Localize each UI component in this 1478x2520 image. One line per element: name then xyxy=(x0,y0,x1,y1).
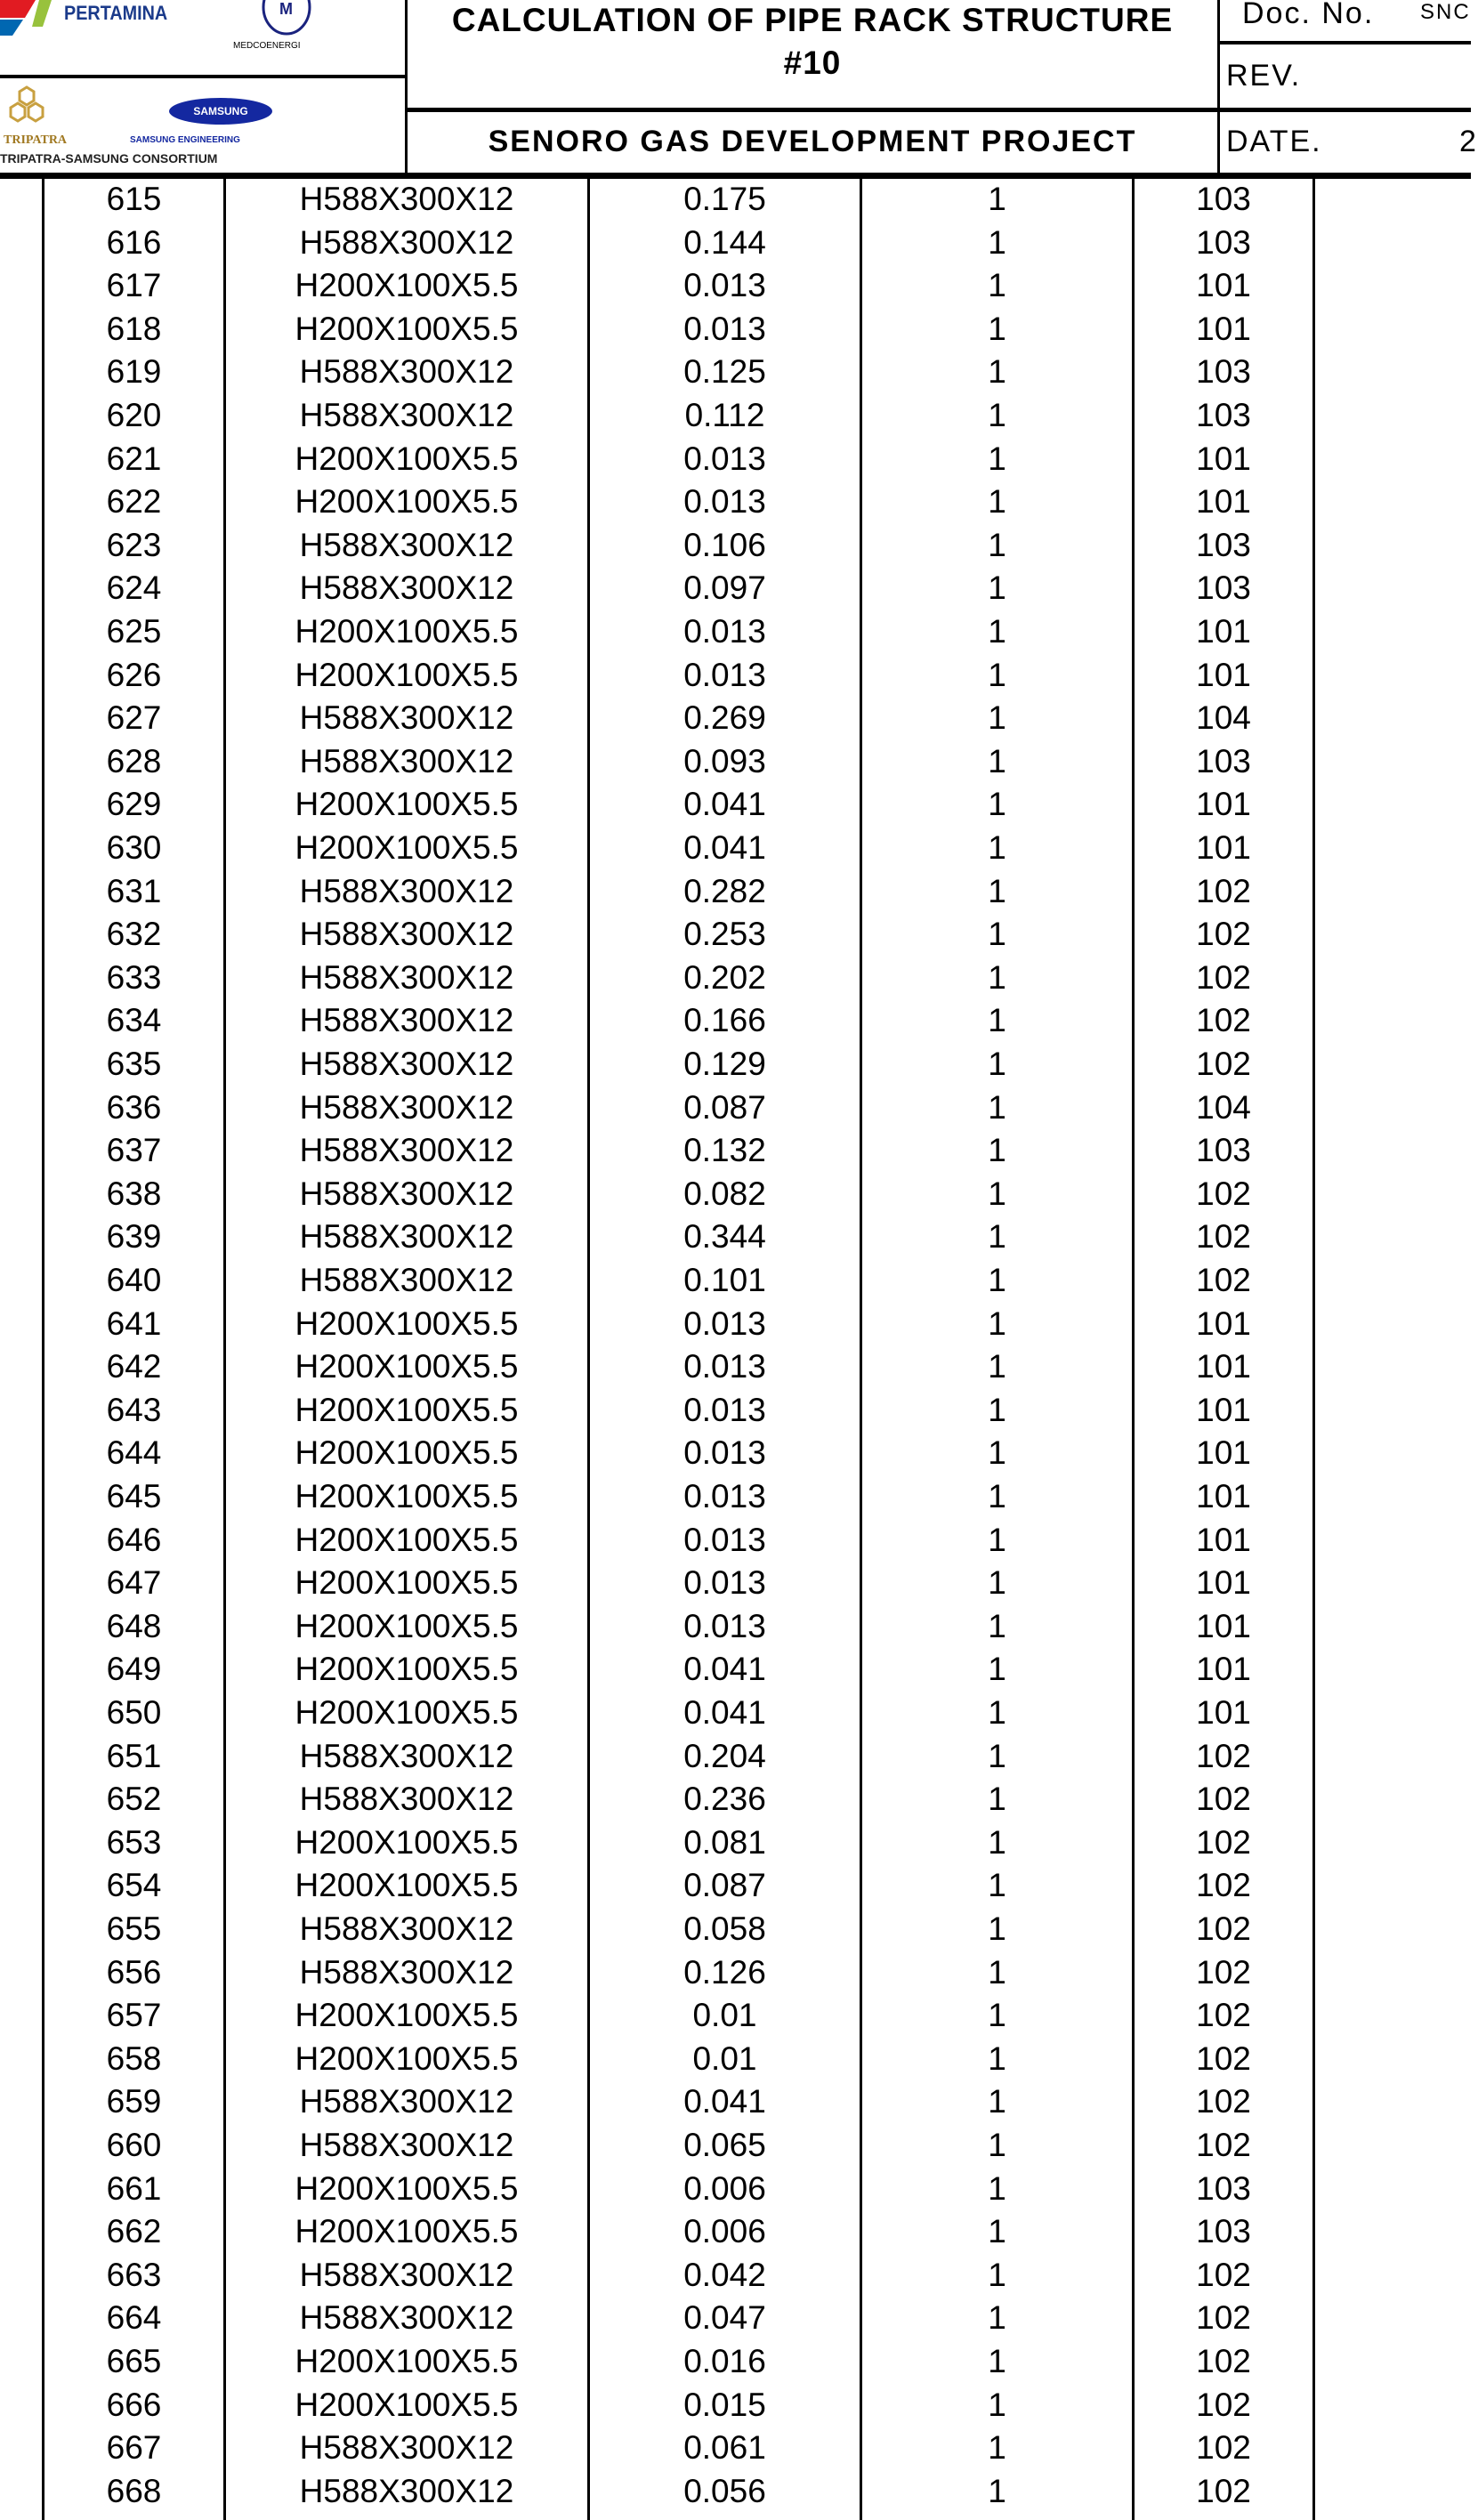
section-size-cell: H588X300X12 xyxy=(299,916,514,953)
section-size-cell: H588X300X12 xyxy=(299,2429,514,2467)
member-id-cell: 627 xyxy=(106,699,162,737)
member-id-cell: 617 xyxy=(106,267,162,304)
member-id-cell: 637 xyxy=(106,1132,162,1169)
section-size-cell: H200X100X5.5 xyxy=(295,2213,519,2250)
section-size-cell: H588X300X12 xyxy=(299,1002,514,1039)
ratio-value-cell: 0.101 xyxy=(683,1262,766,1298)
member-id-cell: 647 xyxy=(106,1564,162,1602)
member-id-cell: 666 xyxy=(106,2386,162,2423)
member-id-cell: 618 xyxy=(106,310,162,347)
section-size-cell: H588X300X12 xyxy=(299,1046,514,1082)
ratio-value-cell: 0.082 xyxy=(683,1175,766,1212)
ratio-value-cell: 0.087 xyxy=(683,1867,766,1904)
group-id-cell: 102 xyxy=(1196,1910,1251,1947)
ratio-value-cell: 0.01 xyxy=(692,1997,757,2034)
group-id-cell: 101 xyxy=(1196,1348,1251,1385)
doc-no-label: Doc. No. xyxy=(1242,0,1375,30)
member-id-cell: 658 xyxy=(106,2039,162,2077)
group-id-cell: 102 xyxy=(1196,1823,1251,1861)
section-size-cell: H200X100X5.5 xyxy=(295,1434,519,1472)
member-id-cell: 664 xyxy=(106,2299,162,2337)
group-id-cell: 101 xyxy=(1196,1694,1251,1731)
section-size-cell: H200X100X5.5 xyxy=(295,1391,519,1428)
document-title-line2: #10 xyxy=(783,44,842,81)
ratio-value-cell: 0.013 xyxy=(683,1521,766,1558)
group-id-cell: 104 xyxy=(1196,1088,1251,1126)
member-id-cell: 635 xyxy=(106,1046,162,1082)
ratio-value-cell: 0.097 xyxy=(683,569,766,607)
ratio-value-cell: 0.013 xyxy=(683,440,766,477)
group-id-cell: 102 xyxy=(1196,1218,1251,1256)
group-id-cell: 103 xyxy=(1196,2169,1251,2207)
ratio-value-cell: 0.269 xyxy=(683,699,766,737)
group-id-cell: 102 xyxy=(1196,2256,1251,2293)
load-case-count-cell: 1 xyxy=(988,2039,1006,2077)
section-size-cell: H588X300X12 xyxy=(299,742,514,779)
ratio-value-cell: 0.006 xyxy=(683,2169,766,2207)
section-size-cell: H588X300X12 xyxy=(299,2127,514,2163)
pertamina-wordmark: PERTAMINA xyxy=(64,2,168,24)
header-divider xyxy=(406,108,1471,112)
member-id-cell: 622 xyxy=(106,483,162,521)
member-id-cell: 621 xyxy=(106,440,162,477)
ratio-value-cell: 0.01 xyxy=(692,2039,757,2077)
ratio-value-cell: 0.132 xyxy=(683,1132,766,1169)
header-divider xyxy=(0,75,406,78)
group-id-cell: 101 xyxy=(1196,786,1251,823)
load-case-count-cell: 1 xyxy=(988,1175,1006,1212)
ratio-value-cell: 0.106 xyxy=(683,526,766,563)
member-id-cell: 643 xyxy=(106,1391,162,1428)
group-id-cell: 103 xyxy=(1196,223,1251,261)
group-id-cell: 102 xyxy=(1196,1737,1251,1774)
load-case-count-cell: 1 xyxy=(988,440,1006,477)
section-size-cell: H588X300X12 xyxy=(299,872,514,909)
section-size-cell: H588X300X12 xyxy=(299,1737,514,1774)
section-size-cell: H200X100X5.5 xyxy=(295,1564,519,1602)
member-id-cell: 634 xyxy=(106,1002,162,1039)
pertamina-logo-icon xyxy=(0,0,53,36)
ratio-value-cell: 0.087 xyxy=(683,1088,766,1126)
ratio-value-cell: 0.042 xyxy=(683,2256,766,2293)
group-id-cell: 101 xyxy=(1196,1478,1251,1514)
load-case-count-cell: 1 xyxy=(988,526,1006,563)
doc-no-value: SNC xyxy=(1420,0,1471,24)
group-id-cell: 102 xyxy=(1196,958,1251,996)
section-size-cell: H200X100X5.5 xyxy=(295,310,519,347)
section-size-cell: H200X100X5.5 xyxy=(295,2169,519,2207)
load-case-count-cell: 1 xyxy=(988,1564,1006,1602)
load-case-count-cell: 1 xyxy=(988,1694,1006,1731)
section-size-cell: H200X100X5.5 xyxy=(295,1867,519,1904)
member-id-cell: 626 xyxy=(106,656,162,693)
load-case-count-cell: 1 xyxy=(988,181,1006,217)
load-case-count-cell: 1 xyxy=(988,656,1006,693)
load-case-count-cell: 1 xyxy=(988,1434,1006,1472)
ratio-value-cell: 0.081 xyxy=(683,1823,766,1861)
load-case-count-cell: 1 xyxy=(988,483,1006,521)
load-case-count-cell: 1 xyxy=(988,397,1006,433)
ratio-value-cell: 0.202 xyxy=(683,958,766,996)
ratio-value-cell: 0.112 xyxy=(684,397,765,433)
member-id-cell: 619 xyxy=(106,353,162,391)
group-id-cell: 102 xyxy=(1196,2083,1251,2120)
ratio-value-cell: 0.013 xyxy=(683,613,766,650)
section-size-cell: H200X100X5.5 xyxy=(295,2039,519,2077)
section-size-cell: H588X300X12 xyxy=(299,1088,514,1126)
header-divider xyxy=(1219,41,1471,44)
load-case-count-cell: 1 xyxy=(988,1046,1006,1082)
load-case-count-cell: 1 xyxy=(988,958,1006,996)
load-case-count-cell: 1 xyxy=(988,1910,1006,1947)
section-size-cell: H588X300X12 xyxy=(299,1262,514,1298)
ratio-value-cell: 0.236 xyxy=(683,1781,766,1818)
group-id-cell: 101 xyxy=(1196,1521,1251,1558)
section-size-cell: H200X100X5.5 xyxy=(295,613,519,650)
ratio-value-cell: 0.204 xyxy=(683,1737,766,1774)
group-id-cell: 103 xyxy=(1196,1132,1251,1169)
group-id-cell: 102 xyxy=(1196,2343,1251,2379)
load-case-count-cell: 1 xyxy=(988,2472,1006,2509)
section-size-cell: H588X300X12 xyxy=(299,181,514,217)
member-id-cell: 662 xyxy=(106,2213,162,2250)
load-case-count-cell: 1 xyxy=(988,267,1006,304)
section-size-cell: H200X100X5.5 xyxy=(295,1348,519,1385)
ratio-value-cell: 0.047 xyxy=(683,2299,766,2337)
group-id-cell: 101 xyxy=(1196,483,1251,521)
ratio-value-cell: 0.041 xyxy=(683,829,766,866)
group-id-cell: 101 xyxy=(1196,440,1251,477)
member-id-cell: 632 xyxy=(106,916,162,953)
load-case-count-cell: 1 xyxy=(988,353,1006,391)
member-id-cell: 624 xyxy=(106,569,162,607)
section-size-cell: H588X300X12 xyxy=(299,2256,514,2293)
consortium-name: TRIPATRA-SAMSUNG CONSORTIUM xyxy=(0,151,218,166)
medco-logo-icon xyxy=(260,0,331,36)
group-id-cell: 102 xyxy=(1196,2127,1251,2163)
load-case-count-cell: 1 xyxy=(988,1737,1006,1774)
ratio-value-cell: 0.013 xyxy=(683,1304,766,1342)
load-case-count-cell: 1 xyxy=(988,2127,1006,2163)
load-case-count-cell: 1 xyxy=(988,1607,1006,1644)
group-id-cell: 102 xyxy=(1196,2472,1251,2509)
ratio-value-cell: 0.013 xyxy=(683,1434,766,1472)
tripatra-wordmark: TRIPATRA xyxy=(4,133,68,147)
load-case-count-cell: 1 xyxy=(988,1262,1006,1298)
section-size-cell: H200X100X5.5 xyxy=(295,440,519,477)
column-divider xyxy=(1312,178,1315,2520)
group-id-cell: 102 xyxy=(1196,916,1251,953)
date-value: 2 xyxy=(1459,125,1478,158)
group-id-cell: 101 xyxy=(1196,1564,1251,1602)
ratio-value-cell: 0.041 xyxy=(683,786,766,823)
section-size-cell: H200X100X5.5 xyxy=(295,1694,519,1731)
group-id-cell: 103 xyxy=(1196,353,1251,391)
document-title-line1: CALCULATION OF PIPE RACK STRUCTURE xyxy=(451,2,1174,38)
member-id-cell: 651 xyxy=(106,1737,162,1774)
group-id-cell: 102 xyxy=(1196,1262,1251,1298)
ratio-value-cell: 0.013 xyxy=(683,1478,766,1514)
member-id-cell: 620 xyxy=(106,397,162,433)
load-case-count-cell: 1 xyxy=(988,1304,1006,1342)
ratio-value-cell: 0.166 xyxy=(683,1002,766,1039)
load-case-count-cell: 1 xyxy=(988,872,1006,909)
section-size-cell: H588X300X12 xyxy=(299,1953,514,1991)
group-id-cell: 101 xyxy=(1196,310,1251,347)
section-size-cell: H588X300X12 xyxy=(299,1132,514,1169)
member-id-cell: 659 xyxy=(106,2083,162,2120)
group-id-cell: 103 xyxy=(1196,742,1251,779)
load-case-count-cell: 1 xyxy=(988,2083,1006,2120)
section-size-cell: H588X300X12 xyxy=(299,526,514,563)
section-size-cell: H200X100X5.5 xyxy=(295,1478,519,1514)
load-case-count-cell: 1 xyxy=(988,1348,1006,1385)
member-id-cell: 648 xyxy=(106,1607,162,1644)
group-id-cell: 101 xyxy=(1196,829,1251,866)
section-size-cell: H588X300X12 xyxy=(299,223,514,261)
ratio-value-cell: 0.013 xyxy=(683,1348,766,1385)
member-id-cell: 657 xyxy=(106,1997,162,2034)
medco-wordmark: MEDCOENERGI xyxy=(233,41,301,51)
member-id-cell: 656 xyxy=(106,1953,162,1991)
group-id-cell: 102 xyxy=(1196,1046,1251,1082)
member-id-cell: 639 xyxy=(106,1218,162,1256)
group-id-cell: 103 xyxy=(1196,181,1251,217)
group-id-cell: 101 xyxy=(1196,1391,1251,1428)
load-case-count-cell: 1 xyxy=(988,1651,1006,1688)
group-id-cell: 103 xyxy=(1196,2213,1251,2250)
load-case-count-cell: 1 xyxy=(988,2256,1006,2293)
load-case-count-cell: 1 xyxy=(988,569,1006,607)
section-size-cell: H200X100X5.5 xyxy=(295,1823,519,1861)
load-case-count-cell: 1 xyxy=(988,2429,1006,2467)
section-size-cell: H588X300X12 xyxy=(299,2083,514,2120)
ratio-value-cell: 0.006 xyxy=(683,2213,766,2250)
ratio-value-cell: 0.126 xyxy=(683,1953,766,1991)
ratio-value-cell: 0.041 xyxy=(683,1694,766,1731)
ratio-value-cell: 0.061 xyxy=(683,2429,766,2467)
load-case-count-cell: 1 xyxy=(988,1953,1006,1991)
ratio-value-cell: 0.013 xyxy=(683,1391,766,1428)
ratio-value-cell: 0.253 xyxy=(683,916,766,953)
group-id-cell: 101 xyxy=(1196,613,1251,650)
member-id-cell: 668 xyxy=(106,2472,162,2509)
ratio-value-cell: 0.013 xyxy=(683,310,766,347)
ratio-value-cell: 0.175 xyxy=(683,181,766,217)
ratio-value-cell: 0.058 xyxy=(683,1910,766,1947)
member-id-cell: 631 xyxy=(106,872,162,909)
section-size-cell: H200X100X5.5 xyxy=(295,786,519,823)
member-id-cell: 661 xyxy=(106,2169,162,2207)
group-id-cell: 101 xyxy=(1196,1651,1251,1688)
ratio-value-cell: 0.129 xyxy=(683,1046,766,1082)
member-id-cell: 616 xyxy=(106,223,162,261)
load-case-count-cell: 1 xyxy=(988,613,1006,650)
load-case-count-cell: 1 xyxy=(988,916,1006,953)
section-size-cell: H200X100X5.5 xyxy=(295,1997,519,2034)
ratio-value-cell: 0.065 xyxy=(683,2127,766,2163)
header-divider xyxy=(1217,0,1220,174)
member-id-cell: 638 xyxy=(106,1175,162,1212)
group-id-cell: 102 xyxy=(1196,1002,1251,1039)
member-id-cell: 667 xyxy=(106,2429,162,2467)
group-id-cell: 101 xyxy=(1196,1434,1251,1472)
member-id-cell: 633 xyxy=(106,958,162,996)
section-size-cell: H200X100X5.5 xyxy=(295,2386,519,2423)
group-id-cell: 102 xyxy=(1196,2386,1251,2423)
samsung-engineering-wordmark: SAMSUNG ENGINEERING xyxy=(130,135,240,145)
member-id-cell: 636 xyxy=(106,1088,162,1126)
member-id-cell: 652 xyxy=(106,1781,162,1818)
load-case-count-cell: 1 xyxy=(988,2213,1006,2250)
group-id-cell: 102 xyxy=(1196,1997,1251,2034)
member-id-cell: 663 xyxy=(106,2256,162,2293)
section-size-cell: H588X300X12 xyxy=(299,958,514,996)
group-id-cell: 102 xyxy=(1196,2299,1251,2337)
ratio-value-cell: 0.013 xyxy=(683,1607,766,1644)
member-id-cell: 653 xyxy=(106,1823,162,1861)
ratio-value-cell: 0.144 xyxy=(683,223,766,261)
load-case-count-cell: 1 xyxy=(988,742,1006,779)
ratio-value-cell: 0.013 xyxy=(683,1564,766,1602)
tripatra-hex-icon xyxy=(7,85,46,125)
member-id-cell: 629 xyxy=(106,786,162,823)
ratio-value-cell: 0.041 xyxy=(683,1651,766,1688)
load-case-count-cell: 1 xyxy=(988,1478,1006,1514)
member-id-cell: 665 xyxy=(106,2343,162,2379)
member-id-cell: 645 xyxy=(106,1478,162,1514)
member-id-cell: 615 xyxy=(106,181,162,217)
section-size-cell: H588X300X12 xyxy=(299,1910,514,1947)
load-case-count-cell: 1 xyxy=(988,1218,1006,1256)
load-case-count-cell: 1 xyxy=(988,829,1006,866)
load-case-count-cell: 1 xyxy=(988,786,1006,823)
samsung-badge: SAMSUNG xyxy=(169,98,272,125)
load-case-count-cell: 1 xyxy=(988,1088,1006,1126)
section-size-cell: H200X100X5.5 xyxy=(295,1607,519,1644)
member-id-cell: 644 xyxy=(106,1434,162,1472)
ratio-value-cell: 0.282 xyxy=(683,872,766,909)
group-id-cell: 102 xyxy=(1196,872,1251,909)
load-case-count-cell: 1 xyxy=(988,2299,1006,2337)
section-size-cell: H588X300X12 xyxy=(299,2299,514,2337)
section-size-cell: H200X100X5.5 xyxy=(295,1521,519,1558)
section-size-cell: H588X300X12 xyxy=(299,1781,514,1818)
group-id-cell: 103 xyxy=(1196,526,1251,563)
load-case-count-cell: 1 xyxy=(988,1002,1006,1039)
svg-text:M: M xyxy=(279,0,293,18)
load-case-count-cell: 1 xyxy=(988,1823,1006,1861)
section-size-cell: H200X100X5.5 xyxy=(295,483,519,521)
section-size-cell: H200X100X5.5 xyxy=(295,267,519,304)
load-case-count-cell: 1 xyxy=(988,1132,1006,1169)
load-case-count-cell: 1 xyxy=(988,699,1006,737)
member-id-cell: 646 xyxy=(106,1521,162,1558)
member-id-cell: 640 xyxy=(106,1262,162,1298)
member-id-cell: 625 xyxy=(106,613,162,650)
load-case-count-cell: 1 xyxy=(988,2386,1006,2423)
group-id-cell: 102 xyxy=(1196,1175,1251,1212)
member-id-cell: 641 xyxy=(106,1304,162,1342)
ratio-value-cell: 0.056 xyxy=(683,2472,766,2509)
ratio-value-cell: 0.013 xyxy=(683,483,766,521)
ratio-value-cell: 0.013 xyxy=(683,267,766,304)
load-case-count-cell: 1 xyxy=(988,1997,1006,2034)
group-id-cell: 101 xyxy=(1196,656,1251,693)
member-id-cell: 655 xyxy=(106,1910,162,1947)
member-id-cell: 628 xyxy=(106,742,162,779)
group-id-cell: 101 xyxy=(1196,1607,1251,1644)
member-id-cell: 654 xyxy=(106,1867,162,1904)
load-case-count-cell: 1 xyxy=(988,1867,1006,1904)
project-name: SENORO GAS DEVELOPMENT PROJECT xyxy=(488,125,1137,158)
member-id-cell: 650 xyxy=(106,1694,162,1731)
section-size-cell: H588X300X12 xyxy=(299,1175,514,1212)
group-id-cell: 102 xyxy=(1196,1781,1251,1818)
group-id-cell: 101 xyxy=(1196,267,1251,304)
ratio-value-cell: 0.125 xyxy=(683,353,766,391)
header-divider xyxy=(405,0,408,174)
section-size-cell: H588X300X12 xyxy=(299,1218,514,1256)
section-size-cell: H588X300X12 xyxy=(299,397,514,433)
member-id-cell: 623 xyxy=(106,526,162,563)
load-case-count-cell: 1 xyxy=(988,1781,1006,1818)
load-case-count-cell: 1 xyxy=(988,2343,1006,2379)
ratio-value-cell: 0.093 xyxy=(683,742,766,779)
member-id-cell: 630 xyxy=(106,829,162,866)
rev-label: REV. xyxy=(1226,59,1302,93)
member-id-cell: 642 xyxy=(106,1348,162,1385)
section-size-cell: H200X100X5.5 xyxy=(295,1304,519,1342)
group-id-cell: 102 xyxy=(1196,1867,1251,1904)
section-size-cell: H200X100X5.5 xyxy=(295,1651,519,1688)
section-size-cell: H200X100X5.5 xyxy=(295,2343,519,2379)
group-id-cell: 102 xyxy=(1196,1953,1251,1991)
section-size-cell: H200X100X5.5 xyxy=(295,656,519,693)
member-id-cell: 649 xyxy=(106,1651,162,1688)
section-size-cell: H200X100X5.5 xyxy=(295,829,519,866)
group-id-cell: 102 xyxy=(1196,2429,1251,2467)
group-id-cell: 103 xyxy=(1196,397,1251,433)
section-size-cell: H588X300X12 xyxy=(299,569,514,607)
section-size-cell: H588X300X12 xyxy=(299,2472,514,2509)
group-id-cell: 101 xyxy=(1196,1304,1251,1342)
member-id-cell: 660 xyxy=(106,2127,162,2163)
load-case-count-cell: 1 xyxy=(988,1521,1006,1558)
ratio-value-cell: 0.016 xyxy=(683,2343,766,2379)
ratio-value-cell: 0.344 xyxy=(683,1218,766,1256)
load-case-count-cell: 1 xyxy=(988,223,1006,261)
load-case-count-cell: 1 xyxy=(988,310,1006,347)
ratio-value-cell: 0.015 xyxy=(683,2386,766,2423)
group-id-cell: 103 xyxy=(1196,569,1251,607)
group-id-cell: 104 xyxy=(1196,699,1251,737)
section-size-cell: H588X300X12 xyxy=(299,699,514,737)
date-label: DATE. xyxy=(1226,125,1322,158)
ratio-value-cell: 0.041 xyxy=(683,2083,766,2120)
load-case-count-cell: 1 xyxy=(988,2169,1006,2207)
load-case-count-cell: 1 xyxy=(988,1391,1006,1428)
section-size-cell: H588X300X12 xyxy=(299,353,514,391)
group-id-cell: 102 xyxy=(1196,2039,1251,2077)
ratio-value-cell: 0.013 xyxy=(683,656,766,693)
